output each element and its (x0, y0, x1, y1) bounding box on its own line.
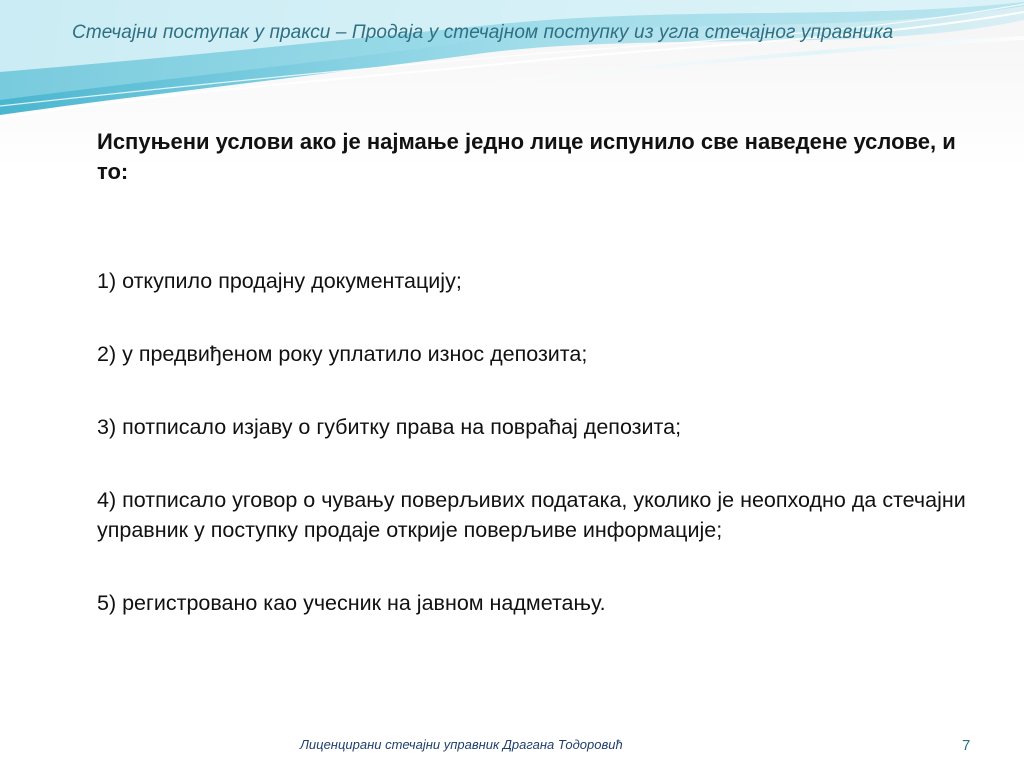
condition-item-2: 2) у предвиђеном року уплатило износ депозита; (97, 342, 588, 366)
footer-author: Лиценцирани стечајни управник Драгана Тодоровић (300, 737, 623, 752)
slide-content (97, 127, 977, 661)
condition-item-1: 1) откупило продајну документацију; (97, 269, 462, 293)
condition-item-4: 4) потписало уговор о чувању поверљивих података, уколико је неопходно да стечајни управник у поступку продаје открије поверљиве информације; (97, 488, 966, 542)
conditions-heading: Испуњени услови ако је најмање једно лице испунило све наведене услове, и то: (97, 129, 956, 184)
header-wave-decoration (0, 0, 1024, 130)
slide-title: Стечајни поступак у пракси – Продаја у стечајном поступку из угла стечајног управника (72, 22, 894, 43)
condition-item-3: 3) потписало изјаву о губитку права на повраћај депозита; (97, 415, 682, 439)
page-number: 7 (962, 737, 971, 754)
condition-item-5: 5) регистровано као учесник на јавном надметању. (97, 591, 606, 615)
